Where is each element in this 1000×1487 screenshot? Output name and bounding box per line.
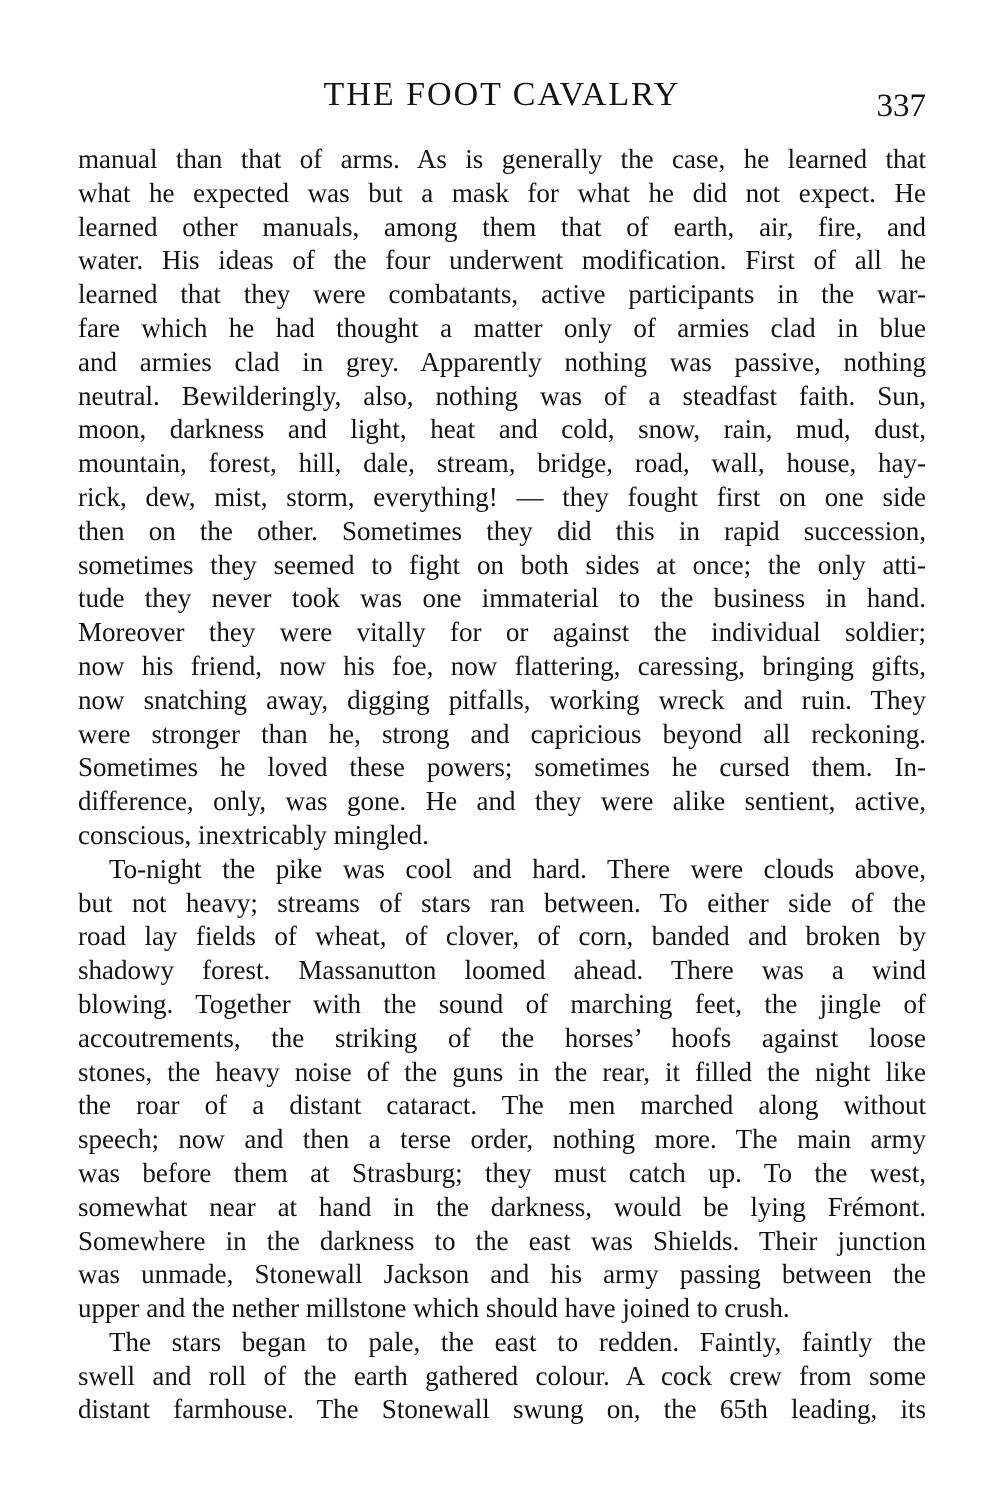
text-line: accoutrements, the striking of the horses’ hoofs against loose xyxy=(78,1022,926,1053)
text-line: conscious, inextricably mingled. xyxy=(78,819,429,850)
text-line: shadowy forest. Massanutton loomed ahead. There was a wind xyxy=(78,955,926,986)
text-line: blowing. Together with the sound of marching feet, the jingle of xyxy=(78,988,926,1019)
body-text xyxy=(78,143,926,1427)
text-line: Moreover they were vitally for or against the individual soldier; xyxy=(78,617,926,648)
text-line: manual than that of arms. As is generally the case, he learned that xyxy=(78,144,926,174)
text-line: what he expected was but a mask for what he did not expect. He xyxy=(78,177,926,208)
text-line: were stronger than he, strong and capricious beyond all reckoning. xyxy=(78,718,926,749)
text-line: distant farmhouse. The Stonewall swung on, the 65th leading, its xyxy=(78,1394,926,1425)
text-line: moon, darkness and light, heat and cold, snow, rain, mud, dust, xyxy=(78,414,926,445)
text-line: road lay fields of wheat, of clover, of corn, banded and broken by xyxy=(78,921,926,952)
text-line: now snatching away, digging pitfalls, working wreck and ruin. They xyxy=(78,684,926,715)
paragraph-first-line: To-night the pike was cool and hard. There were clouds above, xyxy=(109,853,926,884)
paragraph-first-line: The stars began to pale, the east to redden. Faintly, faintly the xyxy=(109,1326,926,1357)
text-line: somewhat near at hand in the darkness, would be lying Frémont. xyxy=(78,1191,926,1222)
text-line: difference, only, was gone. He and they were alike sentient, active, xyxy=(78,786,926,817)
text-line: mountain, forest, hill, dale, stream, bridge, road, wall, house, hay- xyxy=(78,448,926,479)
text-line: speech; now and then a terse order, nothing more. The main army xyxy=(78,1124,926,1155)
text-line: fare which he had thought a matter only of armies clad in blue xyxy=(78,312,926,343)
text-line: tude they never took was one immaterial to the business in hand. xyxy=(78,583,926,614)
page-number: 337 xyxy=(876,88,926,124)
text-line: and armies clad in grey. Apparently nothing was passive, nothing xyxy=(78,346,926,377)
text-line: was before them at Strasburg; they must catch up. To the west, xyxy=(78,1157,926,1188)
text-line: but not heavy; streams of stars ran between. To either side of the xyxy=(78,887,926,918)
text-line: now his friend, now his foe, now flattering, caressing, bringing gifts, xyxy=(78,650,926,681)
text-line: swell and roll of the earth gathered colour. A cock crew from some xyxy=(78,1360,926,1391)
text-line: upper and the nether millstone which should have joined to crush. xyxy=(78,1293,790,1324)
text-line: Somewhere in the darkness to the east was Shields. Their junction xyxy=(78,1225,926,1256)
text-line: learned that they were combatants, active participants in the war- xyxy=(78,279,926,310)
text-line: rick, dew, mist, storm, everything! — they fought first on one side xyxy=(78,481,926,512)
running-title: THE FOOT CAVALRY xyxy=(323,76,681,113)
text-line: learned other manuals, among them that of earth, air, fire, and xyxy=(78,211,926,242)
text-line: sometimes they seemed to fight on both sides at once; the only atti- xyxy=(78,549,926,580)
text-line: stones, the heavy noise of the guns in the rear, it filled the night like xyxy=(78,1056,926,1087)
text-line: neutral. Bewilderingly, also, nothing was of a steadfast faith. Sun, xyxy=(78,380,926,411)
text-line: the roar of a distant cataract. The men marched along without xyxy=(78,1090,926,1121)
text-line: water. His ideas of the four underwent modification. First of all he xyxy=(78,245,926,276)
text-line: Sometimes he loved these powers; sometimes he cursed them. In- xyxy=(78,752,926,783)
text-line: was unmade, Stonewall Jackson and his army passing between the xyxy=(78,1259,926,1290)
text-line: then on the other. Sometimes they did this in rapid succession, xyxy=(78,515,926,546)
page-header xyxy=(78,72,926,122)
